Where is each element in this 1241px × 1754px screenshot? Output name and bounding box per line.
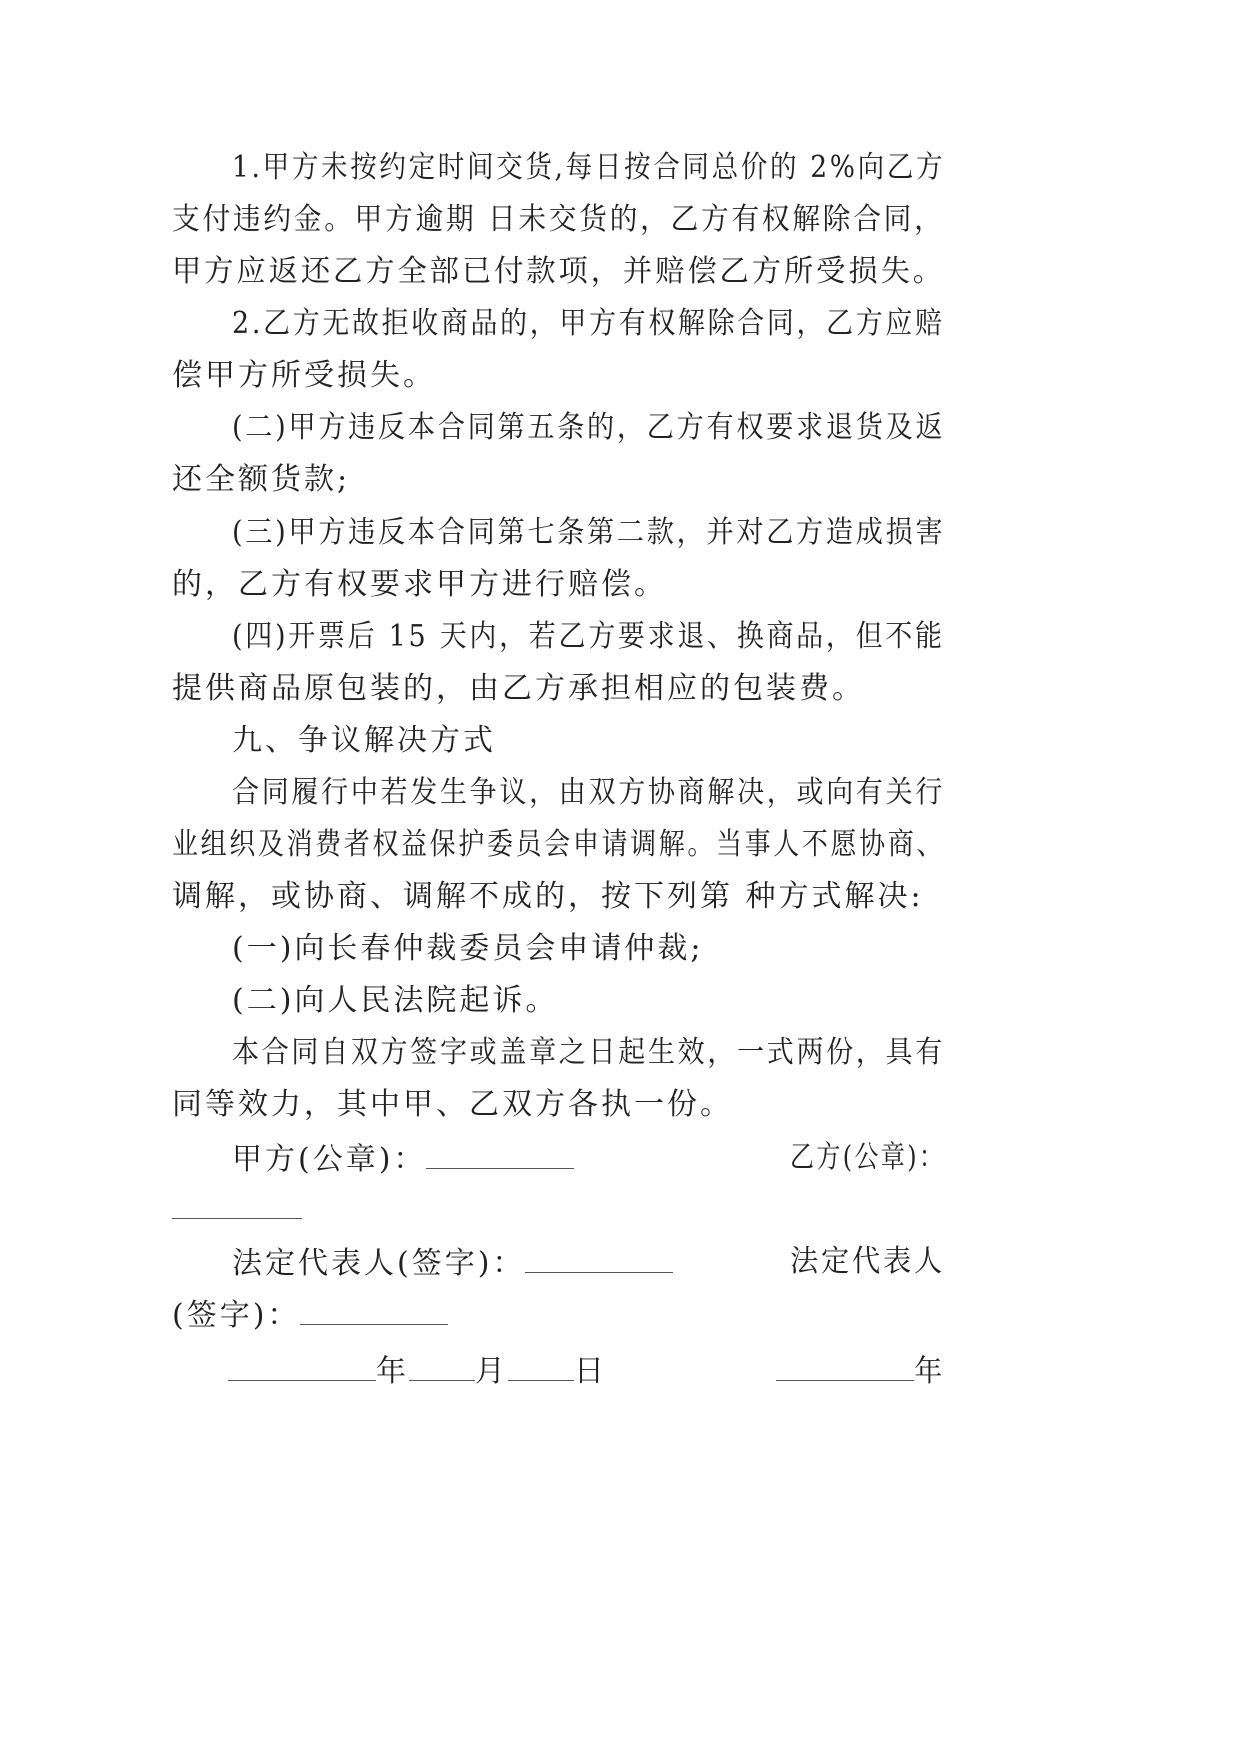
- party-b-seal: 乙方(公章)：: [790, 1140, 946, 1175]
- year-blank: [228, 1350, 376, 1381]
- clause-line: 同等效力，其中甲、乙双方各执一份。: [172, 1087, 733, 1122]
- party-b-seal-blank: [172, 1218, 302, 1219]
- party-a-rep-label: 法定代表人(签字)：: [232, 1246, 526, 1281]
- day-blank: [508, 1350, 574, 1381]
- clause-line: 1.甲方未按约定时间交货,每日按合同总价的 2%向乙方: [232, 150, 946, 185]
- clause-line: 提供商品原包装的，由乙方承担相应的包装费。: [172, 671, 865, 706]
- clause-line: 甲方应返还乙方全部已付款项，并赔偿乙方所受损失。: [172, 254, 945, 289]
- day-label: 日: [574, 1354, 607, 1389]
- clause-line: 偿甲方所受损失。: [172, 358, 436, 393]
- party-a-seal-label: 甲方(公章)：: [232, 1142, 427, 1177]
- clause-line: 还全额货款;: [172, 462, 351, 497]
- party-a-representative: [232, 1242, 673, 1284]
- clause-line: (一)向长春仲裁委员会申请仲裁;: [232, 931, 704, 966]
- section-heading: 九、争议解决方式: [232, 723, 496, 758]
- clause-line: (二)向人民法院起诉。: [232, 983, 559, 1018]
- clause-line: 本合同自双方签字或盖章之日起生效，一式两份，具有: [232, 1035, 946, 1070]
- party-a-seal: [232, 1138, 574, 1180]
- clause-line: 调解，或协商、调解不成的，按下列第 种方式解决:: [172, 879, 924, 914]
- party-b-representative: [172, 1294, 448, 1336]
- party-a-rep-blank: [525, 1242, 673, 1273]
- clause-line: (三)甲方违反本合同第七条第二款，并对乙方造成损害: [232, 515, 946, 550]
- month-blank: [409, 1350, 475, 1381]
- clause-line: 支付违约金。甲方逾期 日未交货的，乙方有权解除合同，: [172, 202, 945, 237]
- clause-line: (四)开票后 15 天内，若乙方要求退、换商品，但不能: [232, 619, 945, 654]
- clause-line: 2.乙方无故拒收商品的，甲方有权解除合同，乙方应赔: [232, 306, 945, 341]
- clause-line: 的，乙方有权要求甲方进行赔偿。: [172, 567, 667, 602]
- party-b-rep-sign-label: (签字)：: [172, 1298, 301, 1333]
- party-b-rep-blank: [300, 1294, 448, 1325]
- party-b-year-label: 年: [914, 1354, 945, 1389]
- party-a-date: [228, 1350, 607, 1392]
- party-b-date: [776, 1350, 945, 1392]
- party-a-seal-blank: [426, 1138, 574, 1169]
- party-b-rep-label: 法定代表人: [790, 1244, 946, 1279]
- clause-line: (二)甲方违反本合同第五条的，乙方有权要求退货及返: [232, 410, 946, 445]
- month-label: 月: [475, 1354, 508, 1389]
- party-b-year-blank: [776, 1350, 914, 1381]
- clause-line: 业组织及消费者权益保护委员会申请调解。当事人不愿协商、: [172, 827, 946, 862]
- clause-line: 合同履行中若发生争议，由双方协商解决，或向有关行: [232, 775, 946, 810]
- year-label: 年: [376, 1354, 409, 1389]
